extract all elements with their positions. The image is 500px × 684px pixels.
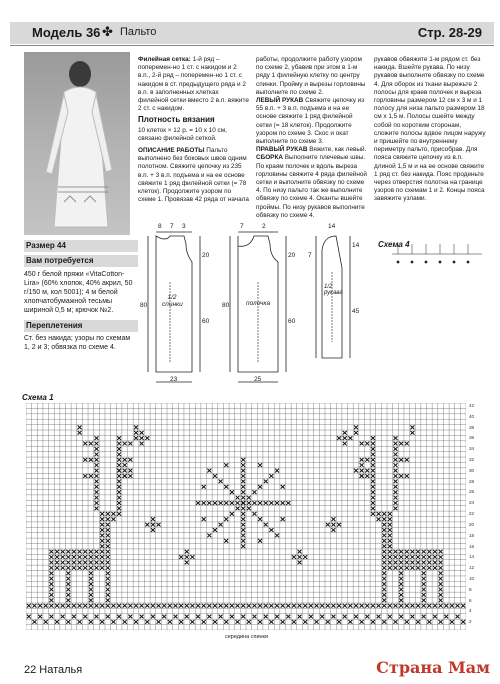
scheme1-grid <box>26 403 466 635</box>
header-bar <box>10 22 494 44</box>
center-back-label: середина спинки <box>225 634 269 640</box>
dim-label: 7 <box>170 223 174 230</box>
dim-label: 80 <box>140 302 148 309</box>
dim-label: 7 <box>240 223 244 230</box>
sleeve-label: 1/2 рукава <box>324 284 343 296</box>
row-number: 2 <box>469 619 472 625</box>
row-number: 4 <box>469 608 472 614</box>
materials-text: 450 г белой пряжи «VitaCotton-Lira» (60% хлопок, 40% акрил, 50 г/150 м, кол 5001); 4 м белой хлопчатобумажной тесьмы шириной 0,5 м; крючок №2. <box>24 271 133 314</box>
description-text: Пальто выполнено без боковых швов одним полотном. Свяжите цепочку из 235 в.п. + 3 в.п. подъема и на ее основе свяжите 1 ряд филейной сетки (= 78 клеток). Продолжите узором по схеме 1. Провязав 42 ряда от начала <box>138 147 249 204</box>
dim-label: 7 <box>308 252 312 259</box>
text-column-2 <box>256 56 368 220</box>
row-number: 26 <box>469 489 475 495</box>
dim-label: 60 <box>288 318 296 325</box>
left-sleeve-heading: ЛЕВЫЙ РУКАВ <box>256 97 304 105</box>
dim-label: 3 <box>182 223 186 230</box>
density-heading: Плотность вязания <box>138 115 215 125</box>
row-number: 30 <box>469 467 475 473</box>
dim-label: 45 <box>352 308 360 315</box>
dim-label: 60 <box>202 318 210 325</box>
header-rule <box>10 45 494 46</box>
scheme1-label: Схема 1 <box>22 393 54 402</box>
density-text: 10 клеток × 12 р. = 10 x 10 см, связано филейной сеткой. <box>138 126 227 142</box>
row-number: 34 <box>469 446 475 452</box>
page-reference: Стр. 28-29 <box>417 25 482 40</box>
model-photo <box>24 52 130 235</box>
dim-label: 14 <box>328 223 336 230</box>
dim-label: 8 <box>158 223 162 230</box>
right-sleeve-text: Вяжите, как левый. <box>309 146 367 154</box>
watermark: Страна Мам <box>376 658 490 677</box>
row-number: 36 <box>469 435 475 441</box>
description-heading: ОПИСАНИЕ РАБОТЫ <box>138 147 205 155</box>
pattern-diagrams <box>140 222 490 390</box>
row-number: 40 <box>469 413 475 419</box>
continue-text: работы, продолжите работу узором по схеме 2, убавив при этом в 1-м ряду 1 филейную клетку по центру спинки. Пройму и вырезы горловины выполните по схеме 2. <box>256 56 366 96</box>
garment-title: Пальто <box>120 26 157 38</box>
row-number: 20 <box>469 521 475 527</box>
model-number: Модель 36 <box>32 25 101 40</box>
dim-label: 80 <box>222 302 230 309</box>
dim-label: 25 <box>254 376 262 383</box>
assembly-text: Выполните плечевые швы. По краям полочек и вдоль выреза горловины свяжите 4 ряда филейной сетки и выполните обвязку по схеме 4. По низу пальто так же выполните обвязку по схеме 4. Оканты вшейте проймы. По низу рукавов выполните обвязку по схеме 4. <box>256 154 367 219</box>
stitches-heading: Переплетения <box>24 320 138 332</box>
stitches-text: Ст. без накида; узоры по схемам 1, 2 и 3; обвязка по схеме 4. <box>24 335 131 351</box>
back-half-label: 1/2 спинки <box>162 294 183 308</box>
dim-label: 14 <box>352 242 360 249</box>
materials-heading: Вам потребуется <box>24 255 138 267</box>
dim-label: 20 <box>202 252 210 259</box>
text-column-1 <box>138 56 250 204</box>
row-number: 6 <box>469 597 472 603</box>
row-number: 8 <box>469 586 472 592</box>
row-number: 12 <box>469 565 475 571</box>
row-number: 28 <box>469 478 475 484</box>
dim-label: 23 <box>170 376 178 383</box>
row-number-column <box>468 403 482 630</box>
dim-label: 20 <box>288 252 296 259</box>
row-number: 22 <box>469 511 475 517</box>
row-number: 16 <box>469 543 475 549</box>
right-sleeve-heading: ПРАВЫЙ РУКАВ <box>256 146 308 154</box>
assembly-heading: СБОРКА <box>256 154 283 162</box>
size-heading: Размер 44 <box>24 240 138 252</box>
row-number: 18 <box>469 532 475 538</box>
row-number: 32 <box>469 457 475 463</box>
row-number: 10 <box>469 575 475 581</box>
fillet-text: 1-й ряд – поперемен-но 1 ст. с накидом и 2 в.п., 2-й ряд – поперемен-но 1 ст. с накидом в ст. предыдущего ряда и 2 в.п. в заполненных клетках филейной сетки вместо 2 в.п. вяжите 2 ст. с накидом. <box>138 56 249 113</box>
scheme4-label: Схема 4 <box>378 240 410 249</box>
row-number: 38 <box>469 424 475 430</box>
row-number: 24 <box>469 500 475 506</box>
front-label: полочка <box>246 300 271 307</box>
text-column-3: рукавов обвяжите 1-м рядом ст. без накида. Вшейте рукава. По низу рукавов выполните обвязку по схеме 4. Для оборок из ткани вырежьте 2 полосы для краев полочек и выреза горловины размером 12 см x 3 м и 1 полосу для низа пальто размером 18 см x 1,5 м. Полосы сшейте между собой по коротким сторонам, сложите полосы вдвое лицом наружу и пришейте по внутреннему периметру пальто, присобрав. Для пояса свяжите цепочку из в.п. длиной 1,5 м и на ее основе свяжите 1 ряд ст. без накида. Пояс проденьте через отверстия полотна на границе узоров по схемам 1 и 2. Концы пояса завяжите узлами. <box>374 56 486 203</box>
row-number: 42 <box>469 403 475 408</box>
dim-label: 2 <box>262 223 266 230</box>
separator-icon: ✤ <box>102 24 113 39</box>
left-sleeve-text: Свяжите цепочку из 55 в.п. + 3 в.п. подъема и на ее основе свяжите 1 ряд филейной сетки (= 18 клеток). Продолжите узором по схеме 3. Скос и окат выполните по схеме 3. <box>256 97 365 146</box>
row-number: 14 <box>469 554 475 560</box>
page-footer: 22 Наталья <box>24 664 83 676</box>
fillet-label: Филейная сетка: <box>138 56 191 63</box>
